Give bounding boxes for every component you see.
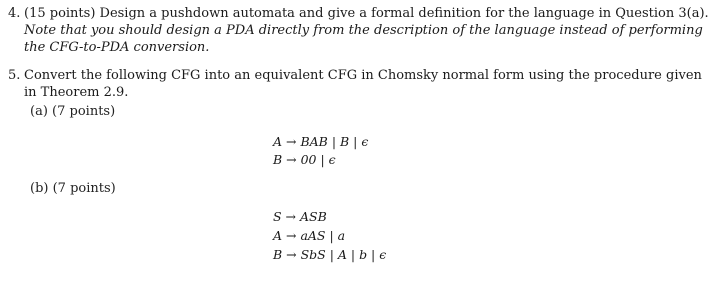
q4-line-1: (15 points) Design a pushdown automata and give a formal definition for the language in Question 3(a). — [24, 6, 709, 21]
q4-number: 4. — [8, 6, 21, 21]
part-a-points: (7 points) — [52, 104, 116, 119]
part-b-rule-2: A → aAS | a — [273, 228, 346, 243]
q5-line-2: in Theorem 2.9. — [24, 85, 129, 100]
q5-number: 5. — [8, 68, 21, 83]
part-a-rule-1: A → BAB | B | ϵ — [273, 134, 369, 149]
q4-line-3: the CFG-to-PDA conversion. — [24, 40, 210, 55]
q4-line-2: Note that you should design a PDA directly from the description of the language instead of performing — [24, 23, 703, 38]
part-b-letter: (b) — [30, 181, 49, 196]
part-a-letter: (a) — [30, 104, 48, 119]
q5-line-1: Convert the following CFG into an equivalent CFG in Chomsky normal form using the procedure given — [24, 68, 702, 83]
part-b-rule-1: S → ASB — [273, 209, 327, 224]
part-a-label — [30, 104, 115, 119]
part-b-points: (7 points) — [52, 181, 116, 196]
part-b-rule-3: B → SbS | A | b | ϵ — [273, 247, 387, 262]
part-b-label — [30, 181, 116, 196]
part-a-rule-2: B → 00 | ϵ — [273, 152, 336, 167]
